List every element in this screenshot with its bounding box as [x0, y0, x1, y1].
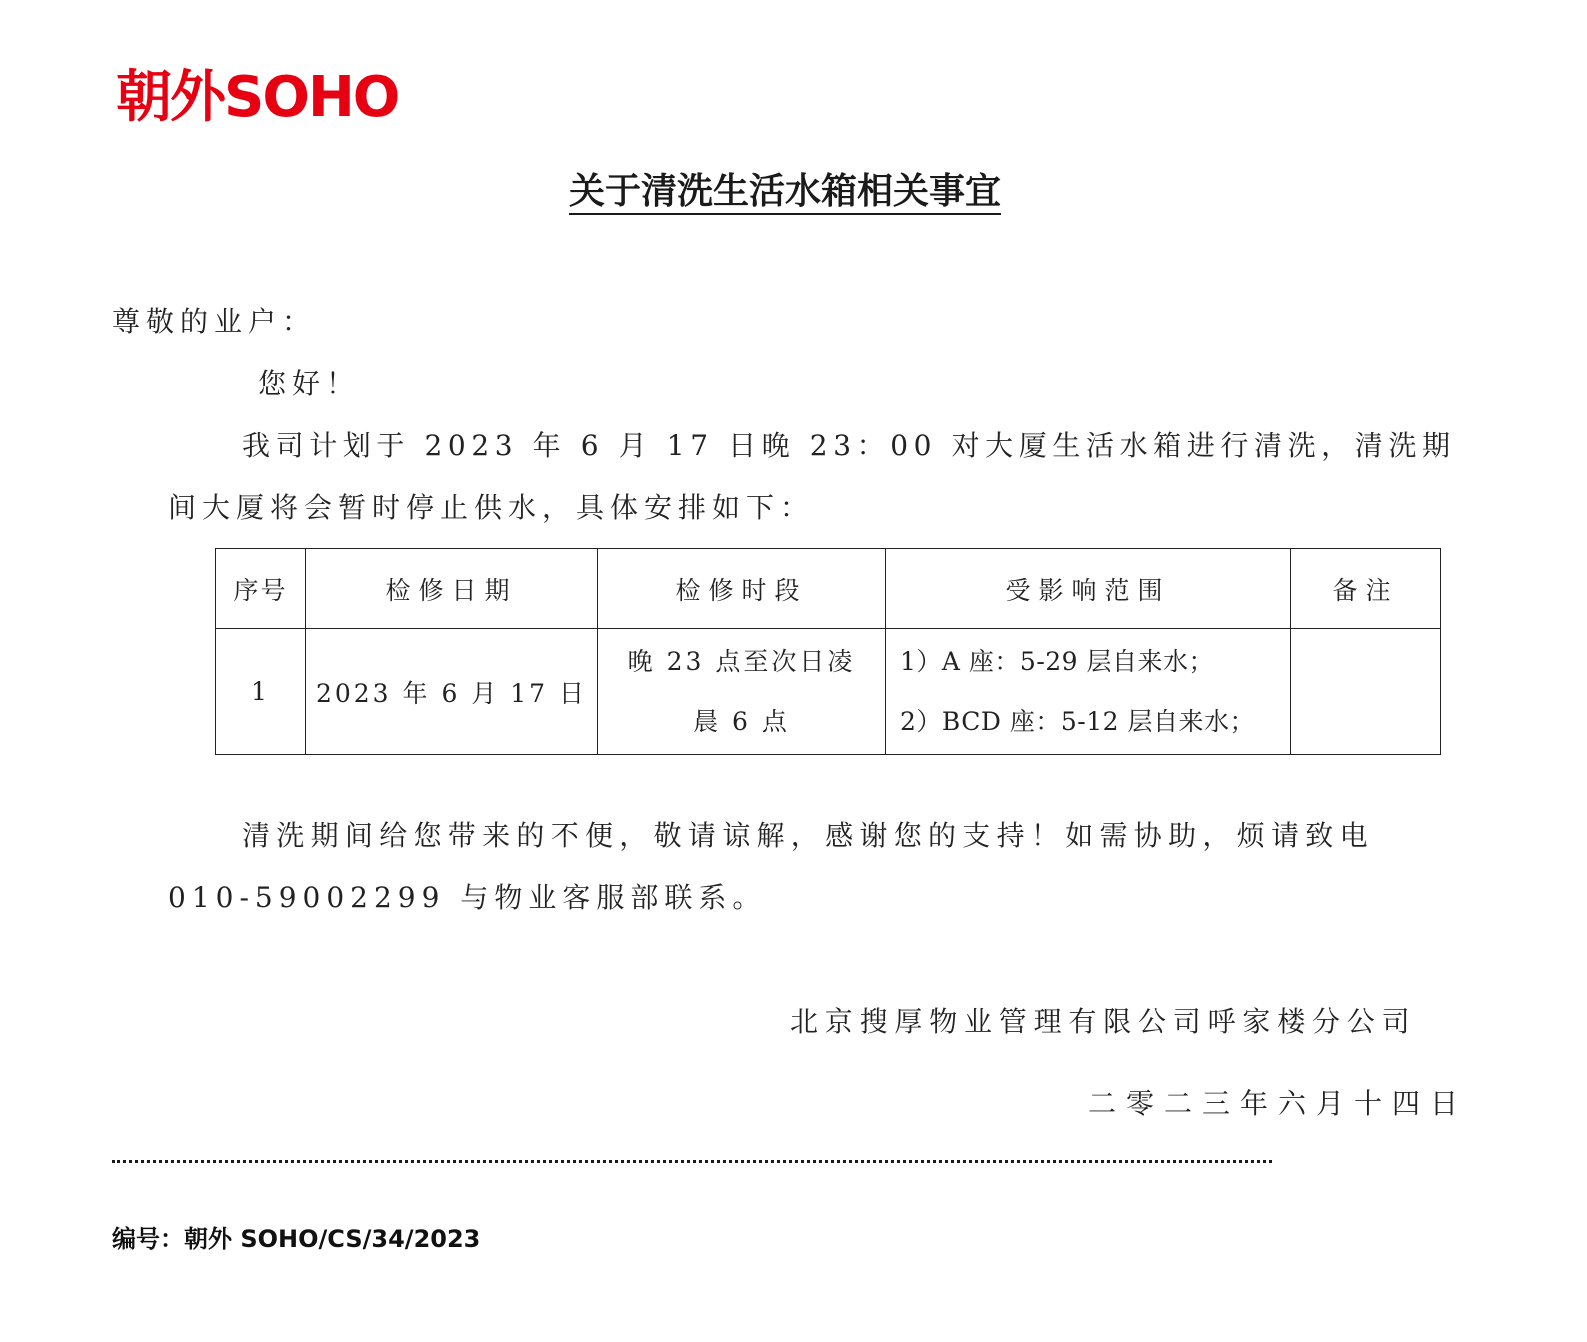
document-title-text: 关于清洗生活水箱相关事宜: [569, 171, 1001, 215]
header-date: 检修日期: [306, 549, 598, 629]
header-remark: 备注: [1291, 549, 1441, 629]
company-logo: 朝外SOHO: [116, 65, 399, 130]
cell-period-line-1: 晚 23 点至次日凌: [627, 646, 856, 676]
header-no: 序号: [216, 549, 306, 629]
cell-period: [598, 629, 886, 755]
cell-date: 2023 年 6 月 17 日: [306, 629, 598, 755]
paragraph-2-line-1: 清洗期间给您带来的不便，敬请谅解，感谢您的支持！如需协助，烦请致电: [242, 819, 1374, 852]
cell-remark: [1291, 629, 1441, 755]
signature-company: 北京搜厚物业管理有限公司呼家楼分公司: [790, 1005, 1417, 1038]
header-period: 检修时段: [598, 549, 886, 629]
table-row: [216, 629, 1441, 755]
cell-scope-line-1: 1）A 座：5-29 层自来水；: [900, 646, 1215, 676]
greeting: 您好！: [258, 367, 361, 400]
cell-scope-line-2: 2）BCD 座：5-12 层自来水；: [900, 706, 1255, 736]
paragraph-2-line-2: 010-59002299 与物业客服部联系。: [168, 881, 767, 914]
document-title: [0, 168, 1570, 216]
dotted-divider: [112, 1160, 1272, 1163]
schedule-table: [215, 548, 1441, 755]
document-code: 编号：朝外 SOHO/CS/34/2023: [112, 1225, 481, 1253]
header-scope: 受影响范围: [886, 549, 1291, 629]
paragraph-1-line-1: 我司计划于 2023 年 6 月 17 日晚 23：00 对大厦生活水箱进行清洗，清洗期: [242, 429, 1456, 462]
table-header-row: [216, 549, 1441, 629]
salutation: 尊敬的业户：: [112, 305, 317, 338]
signature-date: 二零二三年六月十四日: [1088, 1087, 1469, 1120]
paragraph-1-line-2: 间大厦将会暂时停止供水，具体安排如下：: [168, 491, 815, 524]
cell-period-line-2: 晨 6 点: [693, 706, 790, 736]
cell-no: 1: [216, 629, 306, 755]
cell-scope: [886, 629, 1291, 755]
